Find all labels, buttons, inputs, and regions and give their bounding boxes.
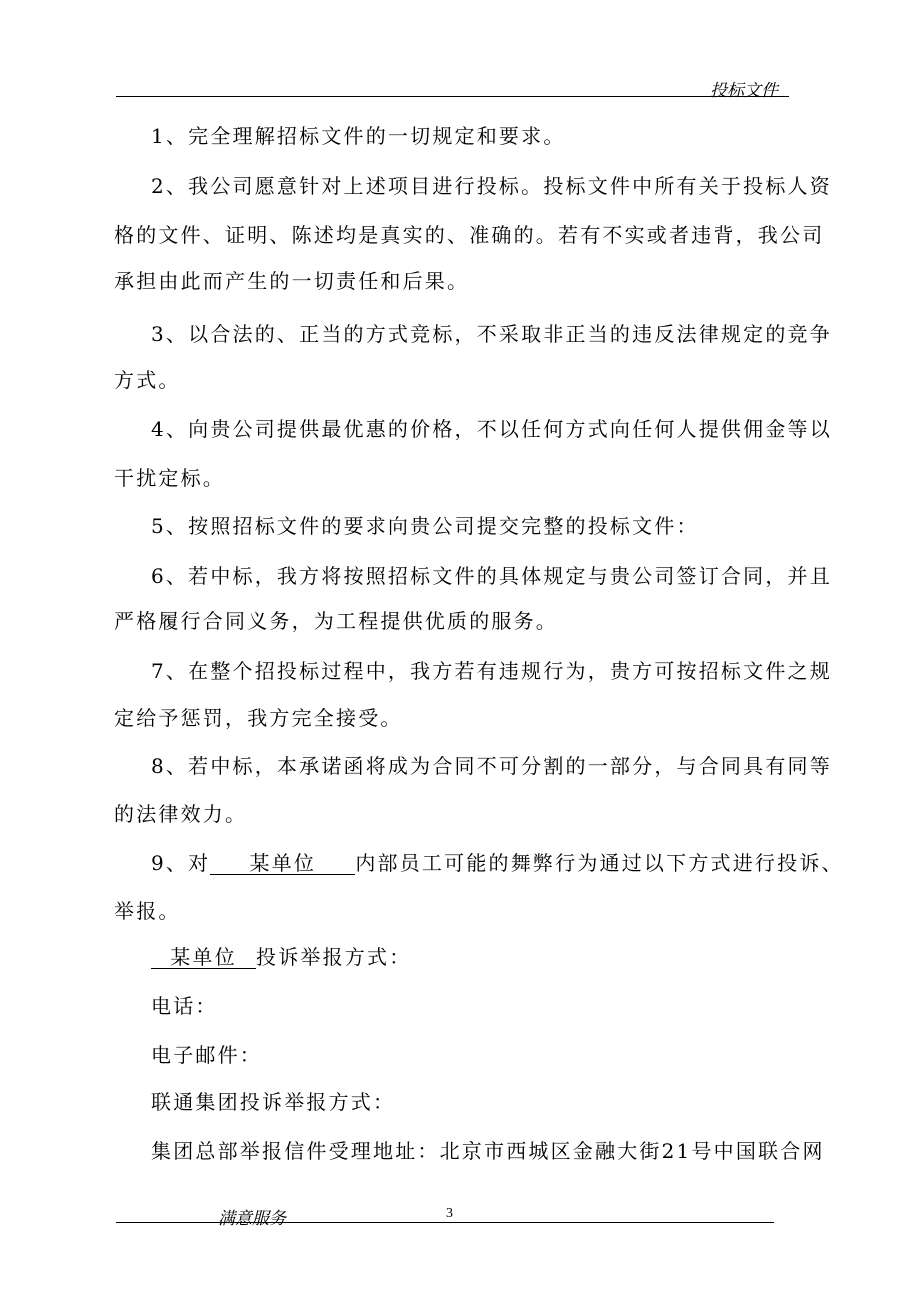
item-9-line-2: 举报。 (114, 899, 181, 923)
header-title: 投标文件 (710, 81, 778, 101)
item-2-line-3: 承担由此而产生的一切责任和后果。 (114, 269, 470, 293)
item-7-line-2: 定给予惩罚，我方完全接受。 (114, 706, 403, 730)
group-address-line: 集团总部举报信件受理地址：北京市西城区金融大街21号中国联合网 (151, 1139, 825, 1163)
item-9-suffix: 内部员工可能的舞弊行为通过以下方式进行投诉、 (355, 851, 844, 875)
item-6-line-1: 6、若中标，我方将按照招标文件的具体规定与贵公司签订合同，并且 (151, 564, 832, 588)
item-9-line-1 (151, 851, 844, 875)
item-8-line-2: 的法律效力。 (114, 802, 248, 826)
header-rule (116, 96, 789, 97)
item-4-line-2: 干扰定标。 (114, 466, 225, 490)
item-3-line-2: 方式。 (114, 368, 181, 392)
unit-name-blank: 某单位 (210, 852, 355, 875)
unit-name-blank: 某单位 (151, 946, 256, 969)
item-2-line-1: 2、我公司愿意针对上述项目进行投标。投标文件中所有关于投标人资 (151, 174, 832, 198)
item-8-line-1: 8、若中标，本承诺函将成为合同不可分割的一部分，与合同具有同等 (151, 754, 832, 778)
item-3-line-1: 3、以合法的、正当的方式竞标，不采取非正当的违反法律规定的竞争 (151, 322, 832, 346)
item-6-line-2: 严格履行合同义务，为工程提供优质的服务。 (114, 609, 558, 633)
item-9-prefix: 9、对 (151, 851, 211, 875)
footer-title: 满意服务 (218, 1209, 286, 1229)
item-2-line-2: 格的文件、证明、陈述均是真实的、准确的。若有不实或者违背，我公司 (114, 223, 825, 247)
item-1: 1、完全理解招标文件的一切规定和要求。 (151, 124, 566, 148)
group-complaint-heading: 联通集团投诉举报方式： (151, 1090, 396, 1114)
page-number: 3 (446, 1206, 453, 1221)
email-label: 电子邮件： (151, 1043, 262, 1067)
footer-rule (116, 1222, 774, 1223)
item-7-line-1: 7、在整个招投标过程中，我方若有违规行为，贵方可按招标文件之规 (151, 659, 832, 683)
unit-complaint-suffix: 投诉举报方式： (256, 945, 412, 969)
unit-complaint-heading (151, 945, 411, 969)
phone-label: 电话： (151, 994, 218, 1018)
item-4-line-1: 4、向贵公司提供最优惠的价格，不以任何方式向任何人提供佣金等以 (151, 417, 832, 441)
item-5: 5、按照招标文件的要求向贵公司提交完整的投标文件： (151, 514, 699, 538)
